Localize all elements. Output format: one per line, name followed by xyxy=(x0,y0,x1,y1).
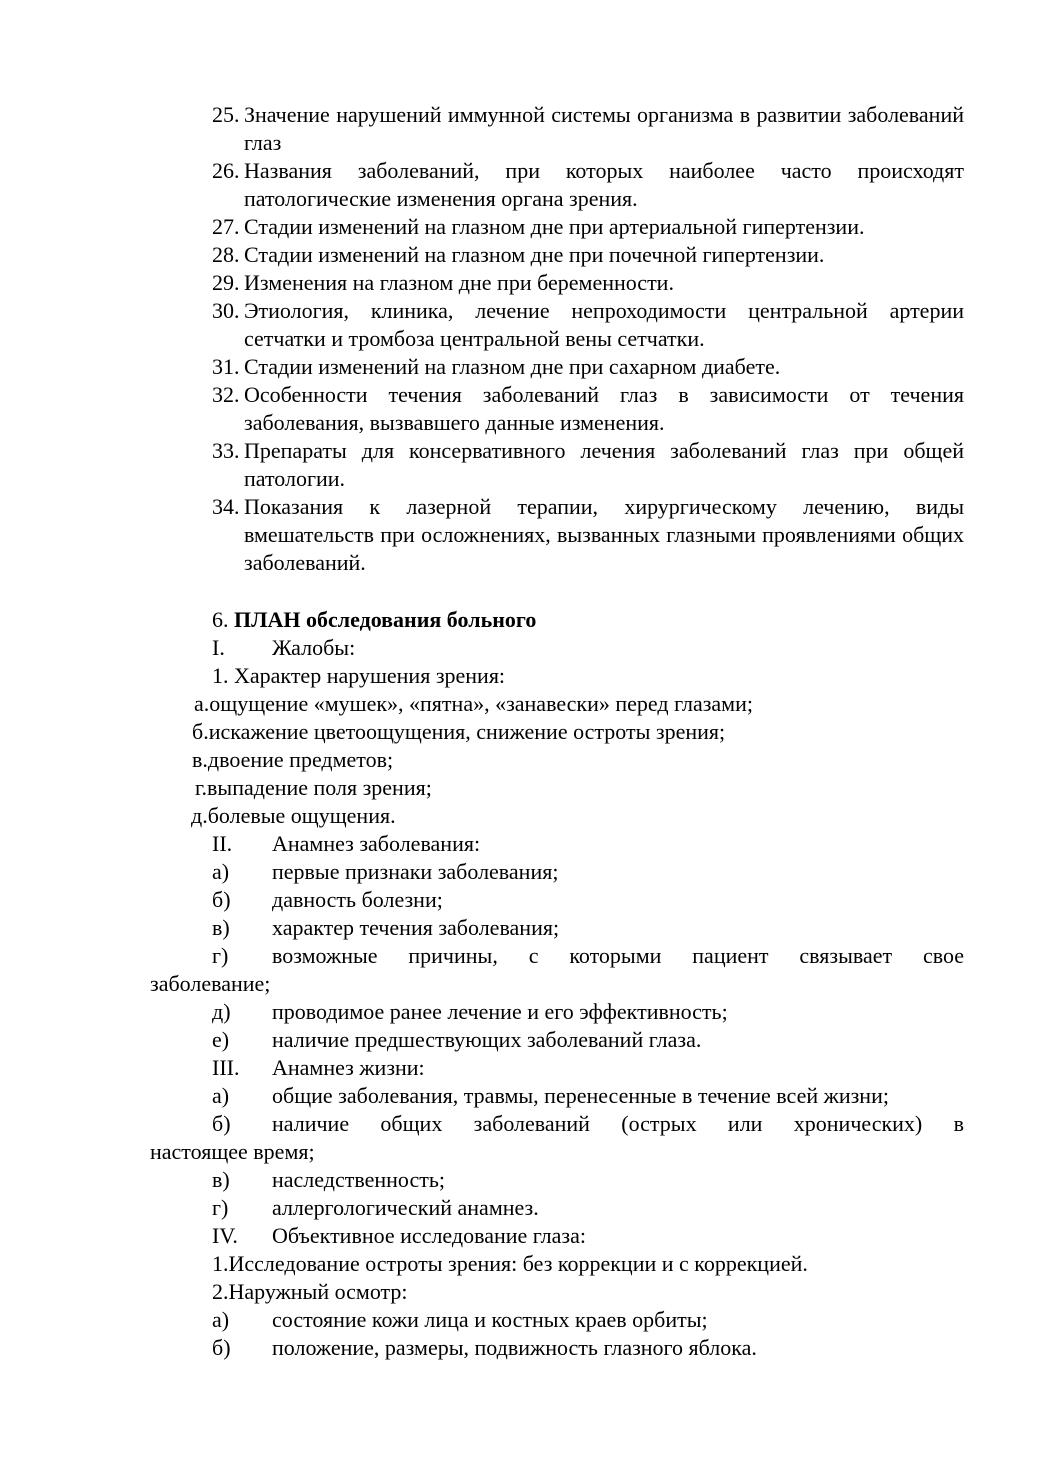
item-text: проводимое ранее лечение и его эффективность; xyxy=(272,999,728,1024)
disease-history-num: II. xyxy=(212,831,233,856)
vision-item xyxy=(195,774,432,802)
item-text: общие заболевания, травмы, перенесенные в течение всей жизни; xyxy=(272,1083,889,1108)
item-text: двоение предметов; xyxy=(207,747,394,772)
item-letter: а) xyxy=(212,1307,230,1332)
item-text: ощущение «мушек», «пятна», «занавески» перед глазами; xyxy=(209,691,753,716)
item-letter: г) xyxy=(212,943,229,968)
item-text: возможные причины, с которыми пациент связывает свое xyxy=(272,943,964,968)
item-text: первые признаки заболевания; xyxy=(272,859,559,884)
item-letter: е) xyxy=(212,1027,230,1052)
question-number: 32. xyxy=(212,382,240,407)
question-number: 25. xyxy=(212,102,240,127)
question-item xyxy=(212,241,964,269)
acuity-item: 1.Исследование остроты зрения: без коррекции и с коррекцией. xyxy=(212,1251,808,1276)
complaints-num: I. xyxy=(212,635,225,660)
item-text: наследственность; xyxy=(272,1167,445,1192)
question-number: 26. xyxy=(212,158,240,183)
vision-item xyxy=(192,718,725,746)
item-text: наличие предшествующих заболеваний глаза. xyxy=(272,1027,702,1052)
question-text: Значение нарушений иммунной системы организма в развитии заболеваний глаз xyxy=(244,102,964,155)
question-text: Этиология, клиника, лечение непроходимости центральной артерии сетчатки и тромбоза центральной вены сетчатки. xyxy=(244,298,964,351)
disease-history-label: Анамнез заболевания: xyxy=(272,831,481,856)
question-item xyxy=(212,157,964,213)
objective-num: IV. xyxy=(212,1223,238,1248)
item-letter: а) xyxy=(212,859,230,884)
item-text: положение, размеры, подвижность глазного яблока. xyxy=(272,1335,757,1360)
question-text: Стадии изменений на глазном дне при сахарном диабете. xyxy=(244,354,781,379)
item-letter: в. xyxy=(192,747,208,772)
question-item xyxy=(212,101,964,157)
question-text: Изменения на глазном дне при беременности. xyxy=(244,270,674,295)
question-item xyxy=(212,269,964,297)
item-letter: б. xyxy=(192,719,209,744)
life-history-label: Анамнез жизни: xyxy=(272,1055,425,1080)
question-text: Особенности течения заболеваний глаз в зависимости от течения заболевания, вызвавшего данные изменения. xyxy=(244,382,964,435)
item-text: аллергологический анамнез. xyxy=(272,1195,539,1220)
item-letter: д. xyxy=(191,803,208,828)
question-number: 34. xyxy=(212,494,240,519)
item-text: выпадение поля зрения; xyxy=(207,775,432,800)
question-number: 28. xyxy=(212,242,240,267)
question-text: Показания к лазерной терапии, хирургическому лечению, виды вмешательств при осложнениях, вызванных глазными проявлениями общих заболеваний. xyxy=(244,494,964,575)
question-item xyxy=(212,353,964,381)
item-letter: а. xyxy=(194,691,210,716)
item-text: болевые ощущения. xyxy=(207,803,396,828)
item-letter: б) xyxy=(212,1111,231,1136)
item-text-continuation: настоящее время; xyxy=(150,1139,315,1164)
objective-label: Объективное исследование глаза: xyxy=(272,1223,586,1248)
item-text: давность болезни; xyxy=(272,887,443,912)
item-letter: в) xyxy=(212,915,230,940)
item-letter: б) xyxy=(212,1335,231,1360)
question-number: 27. xyxy=(212,214,240,239)
section-heading xyxy=(212,606,536,634)
external-exam-heading: 2.Наружный осмотр: xyxy=(212,1279,408,1304)
vision-item xyxy=(191,802,396,830)
item-letter: г. xyxy=(195,775,208,800)
question-item xyxy=(212,381,964,437)
question-text: Препараты для консервативного лечения заболеваний глаз при общей патологии. xyxy=(244,438,964,491)
question-number: 33. xyxy=(212,438,240,463)
question-number: 30. xyxy=(212,298,240,323)
item-letter: в) xyxy=(212,1167,230,1192)
question-item xyxy=(212,493,964,577)
question-number: 29. xyxy=(212,270,240,295)
item-letter: г) xyxy=(212,1195,229,1220)
item-letter: б) xyxy=(212,887,231,912)
question-number: 31. xyxy=(212,354,240,379)
question-text: Стадии изменений на глазном дне при артериальной гипертензии. xyxy=(244,214,865,239)
question-text: Названия заболеваний, при которых наиболее часто происходят патологические изменения органа зрения. xyxy=(244,158,964,211)
question-text: Стадии изменений на глазном дне при почечной гипертензии. xyxy=(244,242,825,267)
life-history-num: III. xyxy=(212,1055,240,1080)
question-item xyxy=(212,213,964,241)
item-letter: д) xyxy=(212,999,231,1024)
complaints-label: Жалобы: xyxy=(272,635,356,660)
vision-item xyxy=(192,746,393,774)
item-text-continuation: заболевание; xyxy=(150,971,271,996)
item-text: искажение цветоощущения, снижение остроты зрения; xyxy=(208,719,726,744)
vision-item xyxy=(194,690,753,718)
item-text: характер течения заболевания; xyxy=(272,915,560,940)
section-number: 6. xyxy=(212,607,229,632)
item-text: наличие общих заболеваний (острых или хронических) в xyxy=(272,1111,964,1136)
question-item xyxy=(212,437,964,493)
question-item xyxy=(212,297,964,353)
vision-heading: 1. Характер нарушения зрения: xyxy=(212,663,506,688)
item-text: состояние кожи лица и костных краев орбиты; xyxy=(272,1307,708,1332)
item-letter: а) xyxy=(212,1083,230,1108)
section-title: ПЛАН обследования больного xyxy=(234,607,537,632)
